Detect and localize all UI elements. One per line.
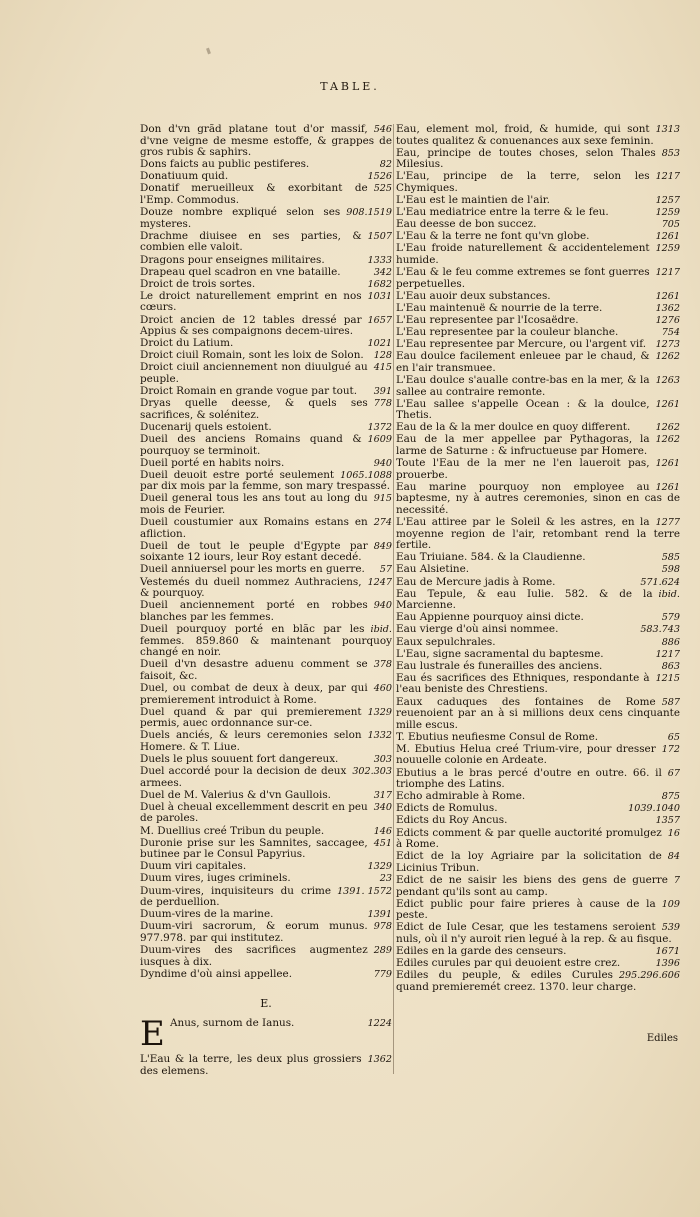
index-entry [396,589,680,612]
entry-text: Ducenarij quels estoient. [140,420,272,433]
entry-text: Donatif merueilleux & exorbitant de l'Emp. Commodus. [140,182,368,207]
entry-text: L'Eau doulce s'aualle contre-bas en la mer, & la sallee au contraire remonte. [396,373,650,398]
entry-page-ref: 451 [373,837,392,849]
index-entry [140,517,392,540]
index-entry [140,766,392,789]
entry-text: Dueil anniuersel pour les morts en guerre. [140,563,365,576]
entry-text: Duum-vires de la marine. [140,908,274,921]
entry-page-ref: 583.743 [640,624,680,636]
index-entry [140,124,392,159]
index-entry [140,1013,392,1054]
index-entry [140,422,392,434]
entry-page-ref: 1357 [655,815,680,827]
index-entry [396,243,680,266]
entry-text: Dueil deuoit estre porté seulement par dix mois par la femme, son mary trespassé. [140,468,391,493]
index-entry [140,338,392,350]
index-entry [140,207,392,230]
entry-page-ref: 172 [661,743,680,755]
entry-text: Duum vires, iuges criminels. [140,872,291,885]
index-entry [140,398,392,421]
entry-page-ref: 940 [373,600,392,612]
entry-page-ref: 303 [373,753,392,765]
index-entry [140,159,392,171]
index-entry [396,434,680,457]
index-entry [140,434,392,457]
entry-page-ref: 1609 [367,433,392,445]
entry-page-ref: 1261 [655,481,680,493]
index-entry [140,969,392,981]
entry-text: L'Eau, signe sacramental du baptesme. [396,647,604,660]
index-entry [396,291,680,303]
index-entry [396,851,680,874]
index-entry [396,875,680,898]
catchword: Ediles [646,1033,678,1044]
entry-page-ref: 302.303 [352,766,392,778]
entry-text: Ediles du peuple, & ediles Curules quand premieremét creez. 1370. leur charge. [396,969,637,993]
entry-page-ref: 539 [661,922,680,934]
entry-page-ref: 1657 [367,314,392,326]
entry-text: Dueil anciennement porté en robbes blanches par les femmes. [140,599,368,623]
index-entry [140,362,392,385]
entry-text: Duum-viri sacrorum, & eorum munus. 977.978. par qui institutez. [140,920,368,944]
index-entry [140,730,392,753]
entry-text: Echo admirable à Rome. [396,790,526,803]
entry-page-ref: 598 [661,564,680,576]
entry-text: L'Eau representee par Mercure, ou l'argent vif. [396,338,647,351]
entry-page-ref: 65 [667,731,680,743]
index-entry [396,697,680,732]
entry-page-ref: 1215 [655,672,680,684]
entry-text: Dragons pour enseignes militaires. [140,253,325,266]
index-entry [396,815,680,827]
index-entry [396,732,680,744]
index-entry [140,707,392,730]
entry-page-ref: 23 [379,873,392,885]
entry-page-ref: 754 [661,327,680,339]
entry-page-ref: 1021 [367,338,392,350]
entry-page-ref: 57 [379,564,392,576]
entry-page-ref: 915 [373,493,392,505]
index-entry [396,899,680,922]
index-entry [396,339,680,351]
entry-text: Droict Romain en grande vogue par tout. [140,385,358,398]
entry-page-ref: 146 [373,825,392,837]
entry-text: Duum-vires, inquisiteurs du crime de perduellion. [140,884,332,909]
entry-text: Douze nombre expliqué selon ses mysteres. [140,206,341,230]
index-entry [140,624,392,659]
entry-page-ref: 1039.1040 [628,803,680,815]
index-entry [396,612,680,624]
entry-page-ref: 779 [373,968,392,980]
entry-text: Dueil general tous les ans tout au long du mois de Feurier. [140,492,368,516]
index-entry [396,219,680,231]
entry-page-ref: 1329 [367,706,392,718]
index-entry [140,231,392,254]
entry-page-ref: 1391. 1572 [337,885,392,897]
entry-text: Duronie prise sur les Samnites, saccagee, butinee par le Consul Papyrius. [140,836,368,861]
index-entry [140,541,392,564]
entry-text: Drapeau quel scadron en vne bataille. [140,265,341,278]
index-entry [396,970,680,993]
entry-text: Eau doulce facilement enleuee par le chaud, & en l'air transmuee. [396,350,650,374]
index-entry [140,267,392,279]
entry-page-ref: 289 [373,944,392,956]
entry-text: Drachme diuisee en ses parties, & combien elle valoit. [140,229,362,254]
entry-page-ref: 274 [373,517,392,529]
index-entry [140,493,392,516]
entry-page-ref: 109 [661,898,680,910]
entry-page-ref: 908.1519 [346,207,392,219]
entry-text: Dueil de tout le peuple d'Egypte par soixante 12 iours, leur Roy estant decedé. [140,539,368,564]
entry-page-ref: 1257 [655,195,680,207]
index-entry [396,637,680,649]
entry-text: Duel à cheual excellemment descrit en peu de paroles. [140,800,368,825]
index-entry [396,148,680,171]
entry-text: Anus, surnom de Ianus. [170,1016,295,1029]
entry-page-ref: 525 [373,183,392,195]
left-column [140,124,392,1078]
index-entry [396,649,680,661]
entry-text: Vestemés du dueil nommez Authraciens, & pourquoy. [140,575,362,600]
entry-page-ref: 1261 [655,398,680,410]
index-entry [140,802,392,825]
entry-text: Droict ciuil anciennement non diuulgué au peuple. [140,361,368,385]
entry-page-ref: 571.624 [640,576,680,588]
entry-text: Duum viri capitales. [140,860,247,873]
index-entry [140,291,392,314]
entry-text: Eaux sepulchrales. [396,635,496,648]
index-entry [396,946,680,958]
entry-page-ref: 1277 [655,517,680,529]
entry-page-ref: 84 [667,851,680,863]
index-entry [396,958,680,970]
entry-text: Eau, element mol, froid, & humide, qui sont toutes qualitez & conuenances aux sexe feminin. [396,123,654,147]
index-entry [140,909,392,921]
index-entry [140,470,392,493]
index-entry [140,861,392,873]
entry-text: Eau vierge d'où ainsi nommee. [396,623,559,636]
entry-page-ref: 128 [373,350,392,362]
index-entry [396,517,680,552]
entry-page-ref: 978 [373,921,392,933]
entry-page-ref: 1682 [367,278,392,290]
index-entry [396,351,680,374]
entry-page-ref: 1262 [655,434,680,446]
page-header: TABLE. [320,80,380,93]
entry-text: Eau deesse de bon succez. [396,218,537,231]
entry-text: Dueil pourquoy porté en blãc par les femmes. 859.860 & maintenant pourquoy changé en noir. [140,622,392,659]
entry-page-ref: 415 [373,362,392,374]
entry-text: Duum-vires des sacrifices augmentez iusques à dix. [140,943,368,968]
index-entry [140,564,392,576]
index-entry [396,458,680,481]
entry-page-ref: 1507 [367,230,392,242]
entry-page-ref: 16 [667,827,680,839]
entry-page-ref: 1217 [655,267,680,279]
index-entry [396,552,680,564]
entry-text: Duels le plus souuent fort dangereux. [140,752,339,765]
entry-text: Eau de Mercure jadis à Rome. [396,575,556,588]
index-entry [140,386,392,398]
index-entry [140,255,392,267]
entry-page-ref: 67 [667,767,680,779]
entry-page-ref: 940 [373,457,392,469]
index-entry [140,350,392,362]
entry-text: Edict de ne saisir les biens des gens de guerre pendant qu'ils sont au camp. [396,873,668,898]
entry-page-ref: 1333 [367,254,392,266]
entry-text: Droict de trois sortes. [140,277,256,290]
index-entry [140,1054,392,1077]
entry-page-ref: 705 [661,219,680,231]
entry-page-ref: 1362 [367,1054,392,1066]
index-entry [140,683,392,706]
entry-page-ref: 849 [373,540,392,552]
entry-page-ref: 1261 [655,458,680,470]
entry-text: Droict ciuil Romain, sont les loix de Solon. [140,349,364,362]
index-entry [140,315,392,338]
index-entry [140,873,392,885]
entry-text: T. Ebutius neufiesme Consul de Rome. [396,730,599,743]
index-entry [140,921,392,944]
entry-text: Droict du Latium. [140,337,234,350]
index-entry [140,790,392,802]
index-entry [396,661,680,673]
entry-page-ref: 317 [373,789,392,801]
entry-text: L'Eau & la terre ne font qu'vn globe. [396,230,590,243]
index-entry [396,375,680,398]
entry-page-ref: 391 [373,386,392,398]
entry-page-ref: 1259 [655,207,680,219]
index-entry [140,659,392,682]
entry-text: Eaux caduques des fontaines de Rome reuenoient par an à si millions deux cens cinquante mille escus. [396,695,680,731]
entry-page-ref: 1396 [655,958,680,970]
entry-text: Don d'vn grãd platane tout d'or massif, d'vne veigne de mesme estoffe, & grappes de gros rubis & saphirs. [140,123,392,159]
entry-text: L'Eau sallee s'appelle Ocean : & la doulce, Thetis. [396,397,650,422]
entry-page-ref: 1372 [367,421,392,433]
column-divider [393,124,394,1074]
entry-text: L'Eau attiree par le Soleil & les astres, en la moyenne region de l'air, retombant rend la terre fertile. [396,516,680,552]
entry-page-ref: 546 [373,124,392,135]
index-entry [140,838,392,861]
entry-text: Ebutius a le bras percé d'outre en outre. 66. il triomphe des Latins. [396,766,662,791]
entry-page-ref: 1065.1088 [340,469,392,481]
entry-text: Edict de Iule Cesar, que les testamens seroient nuls, où il n'y auroit rien legué à la rep. & au fisque. [396,921,672,945]
entry-page-ref: 1217 [655,648,680,660]
entry-page-ref: 1217 [655,171,680,183]
entry-page-ref: 1262 [655,351,680,363]
entry-page-ref: 82 [379,159,392,171]
entry-text: Dons faicts au public pestiferes. [140,158,310,171]
entry-page-ref: 1261 [655,290,680,302]
drop-cap-letter: E [140,1013,165,1054]
entry-text: Dueil coustumier aux Romains estans en afliction. [140,516,368,540]
index-entry [396,803,680,815]
index-entry [396,564,680,576]
entry-text: Dueil des anciens Romains quand & pourquoy se terminoit. [140,432,362,457]
entry-page-ref: 1261 [655,231,680,243]
index-entry [140,886,392,909]
index-entry [396,744,680,767]
entry-text: Toute l'Eau de la mer ne l'en laueroit pas, prouerbe. [396,457,650,481]
entry-text: Duel accordé pour la decision de deux armees. [140,765,347,789]
index-entry [396,231,680,243]
entry-text: Eau Alsietine. [396,563,470,576]
entry-text: Dueil d'vn desastre aduenu comment se faisoit, &c. [140,658,368,682]
entry-page-ref: 579 [661,612,680,624]
entry-text: Edicts du Roy Ancus. [396,814,508,827]
entry-page-ref: 853 [661,147,680,159]
index-entry [396,327,680,339]
entry-page-ref: 1273 [655,339,680,351]
entry-text: Ediles curules par qui deuoient estre crez. [396,957,621,970]
index-entry [396,577,680,589]
index-entry [396,267,680,290]
index-entry [140,577,392,600]
entry-text: Eau Appienne pourquoy ainsi dicte. [396,611,584,624]
entry-text: L'Eau maintenuë & nourrie de la terre. [396,301,603,314]
entry-page-ref: 342 [373,266,392,278]
index-entry [396,124,680,147]
entry-text: Droict ancien de 12 tables dressé par Appius & ses compaignons decem-uires. [140,313,362,338]
entry-text: Le droict naturellement emprint en nos cœurs. [140,289,362,314]
entry-text: L'Eau froide naturellement & accidentelement humide. [396,242,650,267]
entry-page-ref: ibid. [658,588,680,600]
entry-text: Duels anciés, & leurs ceremonies selon Homere. & T. Liue. [140,729,362,753]
entry-text: Edict de la loy Agriaire par la solicitation de Licinius Tribun. [396,850,662,874]
entry-text: L'Eau & le feu comme extremes se font guerres perpetuelles. [396,266,650,290]
entry-text: Dryas quelle deesse, & quels ses sacrifices, & solénitez. [140,397,368,421]
entry-page-ref: 778 [373,398,392,410]
entry-page-ref: 7 [673,874,680,886]
entry-page-ref: 378 [373,659,392,671]
right-column [396,124,680,994]
entry-page-ref: 1313 [655,124,680,135]
entry-text: Donatiuum quid. [140,170,229,183]
entry-text: Dyndime d'où ainsi appellee. [140,967,292,980]
index-entry [396,303,680,315]
entry-page-ref: 1391 [367,909,392,921]
entry-text: L'Eau est le maintien de l'air. [396,194,550,207]
index-entry [396,207,680,219]
entry-text: Duel quand & par qui premierement permis, auec ordonnance sur-ce. [140,705,362,730]
entry-text: M. Duellius creé Tribun du peuple. [140,824,325,837]
entry-text: Eau és sacrifices des Ethniques, respondante à l'eau beniste des Chrestiens. [396,671,650,696]
entry-text: Eau Triuiane. 584. & la Claudienne. [396,551,586,564]
entry-text: Eau, principe de toutes choses, selon Thales Milesius. [396,146,656,171]
entry-page-ref: 875 [661,791,680,803]
entry-page-ref: 585 [661,552,680,564]
entry-text: Duel de M. Valerius & d'vn Gaullois. [140,788,331,801]
entry-text: Eau Tepule, & eau Iulie. 582. & de la Marcienne. [396,587,653,612]
entry-page-ref: 295.296.606 [618,970,680,982]
entry-page-ref: 886 [661,636,680,648]
index-entry [140,754,392,766]
index-entry [396,828,680,851]
entry-text: Dueil porté en habits noirs. [140,456,285,469]
entry-page-ref: 1671 [655,945,680,957]
index-entry [140,826,392,838]
entry-page-ref: 1276 [655,315,680,326]
index-entry [396,195,680,207]
entry-text: Duel, ou combat de deux à deux, par qui premierement introduict à Rome. [140,681,368,706]
index-entry [396,768,680,791]
entry-page-ref: ibid. [370,623,392,635]
entry-text: M. Ebutius Helua creé Trium-vire, pour dresser nouuelle colonie en Ardeate. [396,742,656,767]
entry-page-ref: 1259 [655,243,680,255]
index-entry [140,279,392,291]
entry-text: Eau de la & la mer doulce en quoy different. [396,421,631,434]
entry-page-ref: 863 [661,660,680,672]
entry-text: Edicts comment & par quelle auctorité promulgez à Rome. [396,826,662,851]
index-entry [396,399,680,422]
index-entry [396,171,680,194]
entry-text: Edicts de Romulus. [396,802,498,815]
entry-text: L'Eau, principe de la terre, selon les Chymiques. [396,170,650,194]
entry-text: L'Eau & la terre, les deux plus grossiers des elemens. [140,1053,362,1077]
index-entry [396,624,680,636]
index-entry [396,922,680,945]
entry-text: Eau lustrale és funerailles des anciens. [396,659,603,672]
index-entry [396,315,680,327]
index-entry [140,458,392,470]
index-entry [140,171,392,183]
ink-speck [206,48,211,55]
index-entry [396,673,680,696]
index-entry [396,482,680,517]
index-entry [140,183,392,206]
entry-text: L'Eau auoir deux substances. [396,289,551,302]
entry-text: Ediles en la garde des censeurs. [396,944,567,957]
entry-text: Eau de la mer appellee par Pythagoras, la larme de Saturne : & infructueuse par Homere. [396,433,650,458]
index-entry [396,791,680,803]
entry-page-ref: 1031 [367,290,392,302]
index-entry [396,422,680,434]
entry-page-ref: 1224 [367,1017,392,1029]
entry-page-ref: 1247 [367,576,392,588]
entry-text: L'Eau representee par la couleur blanche. [396,326,619,339]
entry-page-ref: 1329 [367,861,392,873]
entry-text: L'Eau representee par l'Icosaëdre. [396,314,579,326]
entry-text: Eau marine pourquoy non employee au baptesme, ny à autres ceremonies, sinon en cas de necessité. [396,480,680,516]
entry-text: L'Eau mediatrice entre la terre & le feu. [396,206,609,219]
entry-page-ref: 1332 [367,730,392,742]
entry-page-ref: 460 [373,682,392,694]
index-entry [140,600,392,623]
entry-text: Edict public pour faire prieres à cause de la peste. [396,897,656,922]
entry-page-ref: 1263 [655,374,680,386]
entry-page-ref: 1262 [655,422,680,434]
index-entry [140,945,392,968]
entry-page-ref: 587 [661,696,680,708]
entry-page-ref: 1362 [655,302,680,314]
entry-page-ref: 1526 [367,171,392,183]
section-letter: E. [260,997,272,1011]
entry-page-ref: 340 [373,801,392,813]
